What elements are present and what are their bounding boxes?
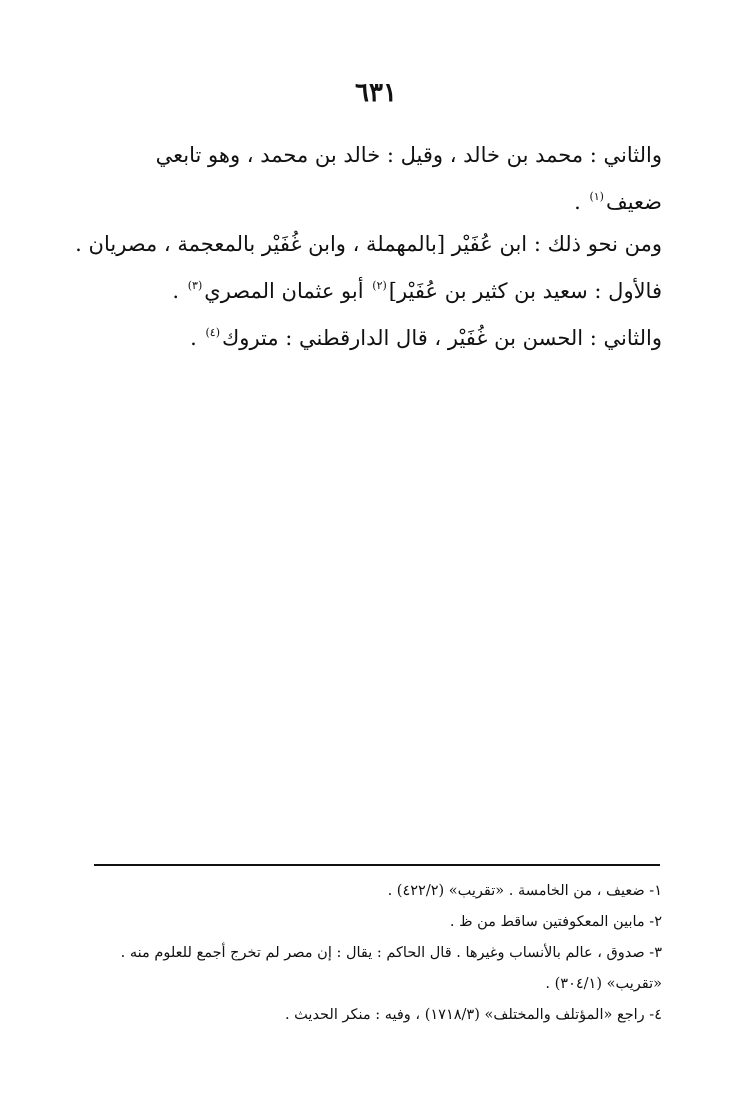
paragraph-1-end: . — [574, 190, 588, 214]
paragraph-1-line-2: ضعيف — [605, 190, 662, 214]
paragraph-4-text: والثاني : الحسن بن غُفَيْر ، قال الدارقطني : متروك — [222, 326, 662, 350]
footnote-divider — [94, 864, 660, 866]
paragraph-3-end: . — [172, 279, 186, 303]
footnote-1: ١- ضعيف ، من الخامسة . «تقريب» (٤٢٢/٢) . — [387, 883, 662, 899]
paragraph-1-line-1: والثاني : محمد بن خالد ، وقيل : خالد بن محمد ، وهو تابعي — [155, 143, 662, 167]
paragraph-4 — [72, 312, 662, 359]
footnote-3 — [88, 938, 662, 1000]
footnote-4: ٤- راجع «المؤتلف والمختلف» (١٧١٨/٣) ، وفيه : منكر الحديث . — [284, 1007, 662, 1023]
paragraph-3-part-a: فالأول : سعيد بن كثير بن عُفَيْر] — [388, 279, 662, 303]
footnote-3-line-1: ٣- صدوق ، عالم بالأنساب وغيرها . قال الحاكم : يقال : إن مصر لم تخرج أجمع للعلوم منه . — [120, 945, 662, 961]
footnote-ref-3[interactable]: (٣) — [187, 279, 203, 292]
footnotes — [88, 876, 662, 1031]
paragraph-4-end: . — [190, 326, 204, 350]
footnote-ref-1[interactable]: (١) — [589, 190, 604, 203]
footnote-ref-4[interactable]: (٤) — [205, 326, 220, 339]
paragraph-2: ومن نحو ذلك : ابن عُفَيْر [بالمهملة ، وابن غُفَيْر بالمعجمة ، مصريان . — [75, 232, 662, 256]
footnote-3-line-2: «تقريب» (٣٠٤/١) . — [545, 976, 662, 992]
page-number: ٦٣١ — [355, 78, 397, 108]
paragraph-3-part-b: أبو عثمان المصري — [204, 279, 371, 303]
paragraph-1 — [72, 134, 662, 223]
main-text — [72, 134, 662, 359]
paragraph-3 — [72, 265, 662, 312]
footnote-2: ٢- مابين المعكوفتين ساقط من ظ . — [449, 914, 662, 930]
footnote-ref-2[interactable]: (٢) — [372, 279, 387, 292]
